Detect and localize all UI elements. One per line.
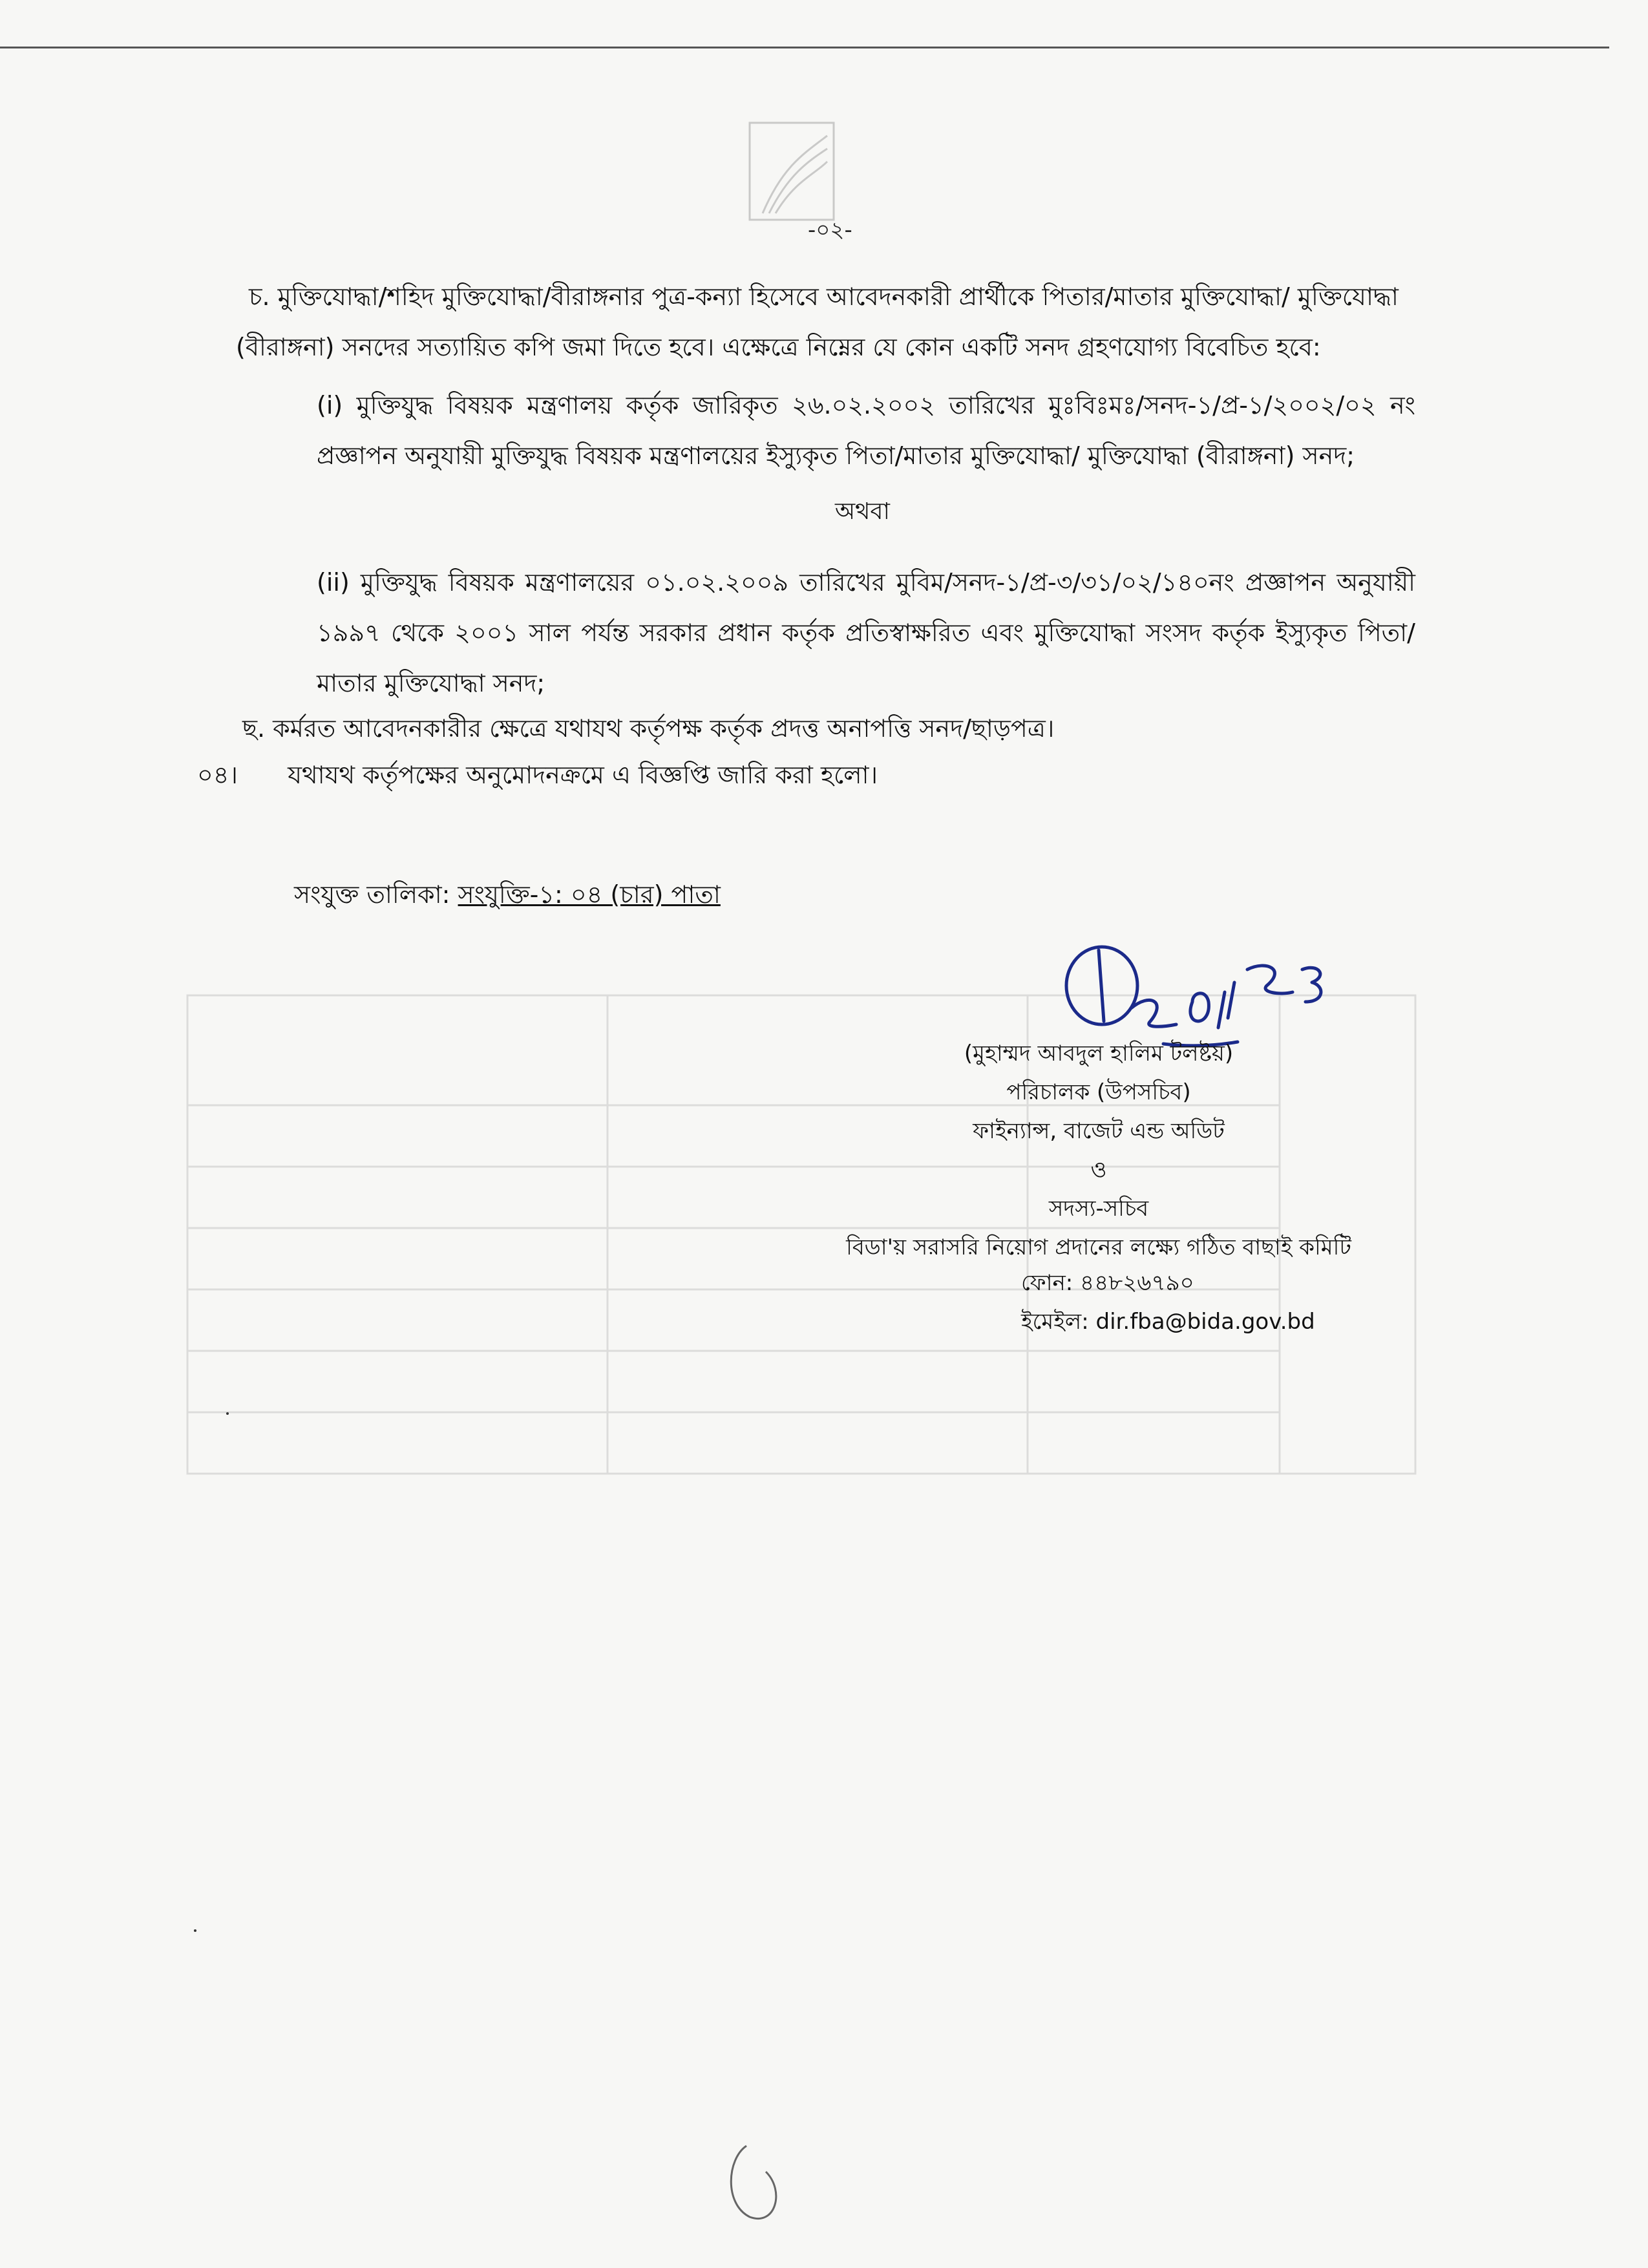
signatory-department: ফাইন্যান্স, বাজেট এন্ড অডিট <box>973 1118 1225 1144</box>
signatory-designation: পরিচালক (উপসচিব) <box>1006 1079 1191 1105</box>
contact-block <box>1021 1264 1315 1341</box>
attachment-value: সংযুক্তি-১: ০৪ (চার) পাতা <box>458 880 721 909</box>
contact-email: ইমেইল: dir.fba@bida.gov.bd <box>1021 1309 1315 1335</box>
show-through-logo-icon <box>743 116 840 226</box>
sub-clause-i-text: মুক্তিযুদ্ধ বিষয়ক মন্ত্রণালয় কর্তৃক জারিকৃত ২৬.০২.২০০২ তারিখের মুঃবিঃমঃ/সনদ-১/প্র-১/২০০২/০২ নং প্রজ্ঞাপন অনুযায়ী মুক্তিযুদ্ধ বিষয়ক মন্ত্রণালয়ের ইস্যুকৃত পিতা/মাতার মুক্তিযোদ্ধা/ মুক্তিযোদ্ধা (বীরাঙ্গনা) সনদ; <box>317 391 1415 470</box>
clause-cha-text: চ. মুক্তিযোদ্ধা/শহিদ মুক্তিযোদ্ধা/বীরাঙ্গনার পুত্র-কন্যা হিসেবে আবেদনকারী প্রার্থীকে পিতার/মাতার মুক্তিযোদ্ধা/ মুক্তিযোদ্ধা <box>249 282 1399 311</box>
attachment-line <box>294 876 721 917</box>
paragraph-04-text: যথাযথ কর্তৃপক্ষের অনুমোদনক্রমে এ বিজ্ঞপ্তি জারি করা হলো। <box>288 761 878 789</box>
contact-phone: ফোন: ৪৪৮২৬৭৯০ <box>1021 1270 1194 1296</box>
signatory-block <box>808 1034 1389 1267</box>
pen-scribble-mark <box>721 2133 792 2230</box>
or-separator: অথবা <box>835 498 890 525</box>
sub-clause-i-marker: (i) <box>317 391 343 419</box>
attachment-label: সংযুক্ত তালিকা: <box>294 880 458 909</box>
speck-mark <box>226 1412 229 1415</box>
signatory-conjunction: ও <box>1090 1157 1107 1183</box>
sub-clause-ii <box>317 557 1415 708</box>
signatory-name: (মুহাম্মদ আবদুল হালিম টলষ্টয়) <box>964 1041 1234 1066</box>
sub-clause-i <box>317 380 1415 481</box>
clause-chha: ছ. কর্মরত আবেদনকারীর ক্ষেত্রে যথাযথ কর্তৃপক্ষ কর্তৃক প্রদত্ত অনাপত্তি সনদ/ছাড়পত্র। <box>242 714 1055 743</box>
page-number: -০২- <box>808 217 852 243</box>
paragraph-04 <box>197 756 878 798</box>
sub-clause-ii-marker: (ii) <box>317 568 350 597</box>
top-border-line <box>0 47 1609 48</box>
clause-cha <box>236 271 1415 372</box>
signatory-committee: বিডা'য় সরাসরি নিয়োগ প্রদানের লক্ষ্যে গঠিত বাছাই কমিটি <box>846 1235 1351 1260</box>
sub-clause-ii-text: মুক্তিযুদ্ধ বিষয়ক মন্ত্রণালয়ের ০১.০২.২০০৯ তারিখের মুবিম/সনদ-১/প্র-৩/৩১/০২/১৪০নং প্রজ্ঞাপন অনুযায়ী ১৯৯৭ থেকে ২০০১ সাল পর্যন্ত সরকার প্রধান কর্তৃক প্রতিস্বাক্ষরিত এবং মুক্তিযোদ্ধা সংসদ কর্তৃক ইস্যুকৃত পিতা/মাতার মুক্তিযোদ্ধা সনদ; <box>317 568 1415 697</box>
clause-cha-continuation: (বীরাঙ্গনা) সনদের সত্যায়িত কপি জমা দিতে হবে। এক্ষেত্রে নিম্নের যে কোন একটি সনদ গ্রহণযোগ্য বিবেচিত হবে: <box>236 333 1321 361</box>
signatory-role: সদস্য-সচিব <box>1048 1196 1149 1222</box>
paragraph-04-number: ০৪। <box>197 761 238 789</box>
speck-mark <box>194 1929 196 1932</box>
